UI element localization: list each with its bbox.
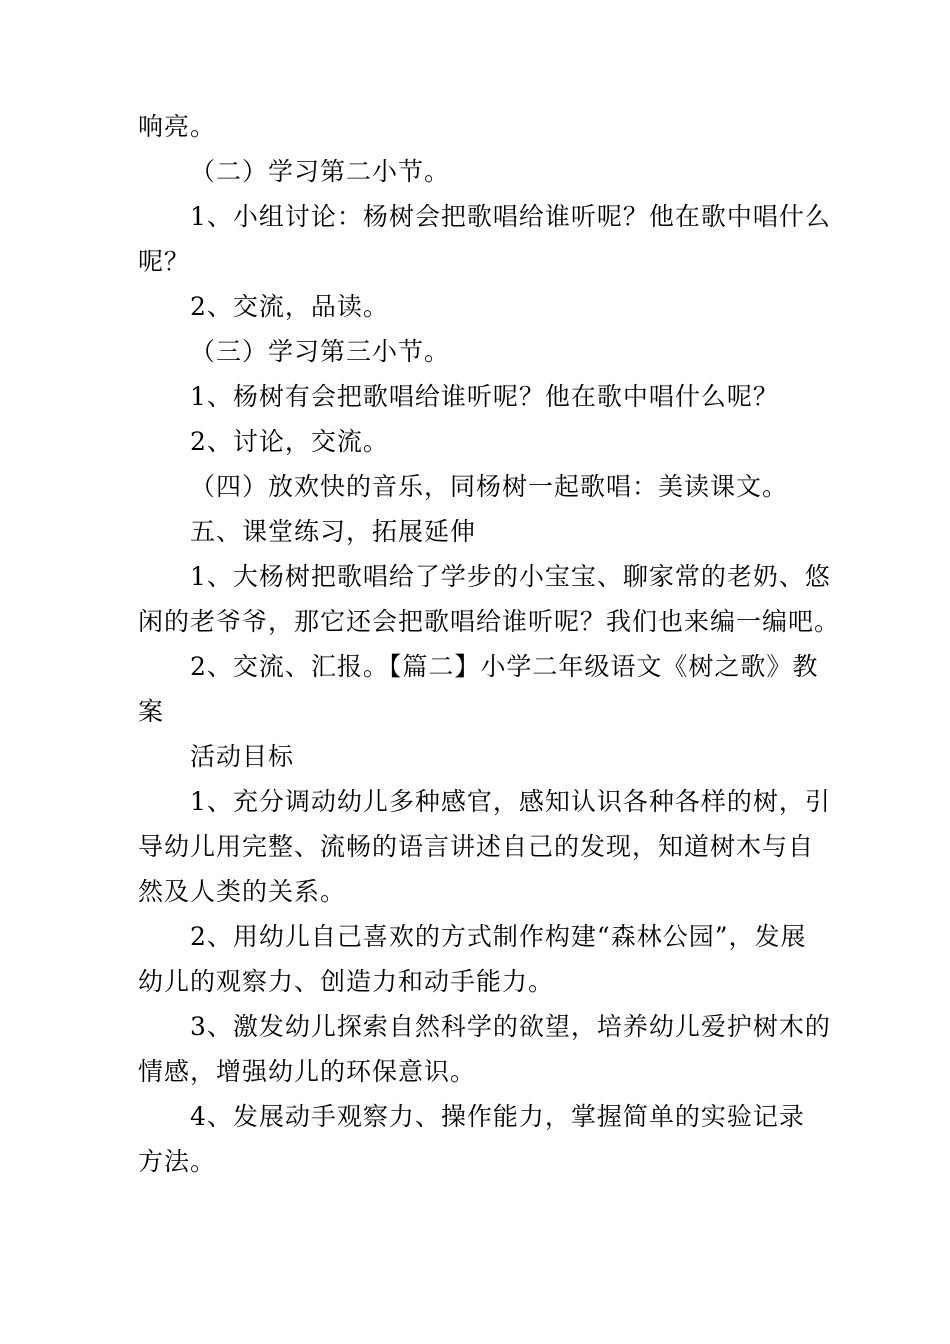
section-heading: 活动目标: [190, 742, 295, 771]
text-line: 呢？: [138, 247, 191, 276]
document-body: [138, 104, 841, 1184]
section-heading: 五、课堂练习，拓展延伸: [190, 517, 477, 546]
text-line: 2、讨论，交流。: [190, 427, 389, 456]
text-line: 响亮。: [138, 112, 217, 141]
text-line: 2、交流、汇报。【篇二】小学二年级语文《树之歌》教: [190, 652, 819, 681]
text-line: 2、用幼儿自己喜欢的方式制作构建“森林公园”，发展: [190, 922, 807, 951]
text-line: 4、发展动手观察力、操作能力，掌握简单的实验记录: [190, 1102, 805, 1131]
text-line: 闲的老爷爷，那它还会把歌唱给谁听呢？我们也来编一编吧。: [138, 607, 841, 636]
text-line: 情感，增强幼儿的环保意识。: [138, 1057, 477, 1086]
section-heading: （三）学习第三小节。: [190, 337, 451, 366]
text-line: 1、杨树有会把歌唱给谁听呢？他在歌中唱什么呢？: [190, 382, 779, 411]
text-line: 导幼儿用完整、流畅的语言讲述自己的发现，知道树木与自: [138, 832, 815, 861]
text-line: 然及人类的关系。: [138, 877, 347, 906]
text-line: 2、交流，品读。: [190, 292, 389, 321]
text-line: 幼儿的观察力、创造力和动手能力。: [138, 967, 555, 996]
section-heading: （四）放欢快的音乐，同杨树一起歌唱：美读课文。: [190, 472, 789, 501]
text-line: 案: [138, 697, 165, 726]
text-line: 1、大杨树把歌唱给了学步的小宝宝、聊家常的老奶、悠: [190, 562, 831, 591]
text-line: 3、激发幼儿探索自然科学的欲望，培养幼儿爱护树木的: [190, 1012, 831, 1041]
text-line: 方法。: [138, 1147, 217, 1176]
text-line: 1、充分调动幼儿多种感官，感知认识各种各样的树，引: [190, 787, 831, 816]
text-line: 1、小组讨论：杨树会把歌唱给谁听呢？他在歌中唱什么: [190, 202, 831, 231]
section-heading: （二）学习第二小节。: [190, 157, 451, 186]
